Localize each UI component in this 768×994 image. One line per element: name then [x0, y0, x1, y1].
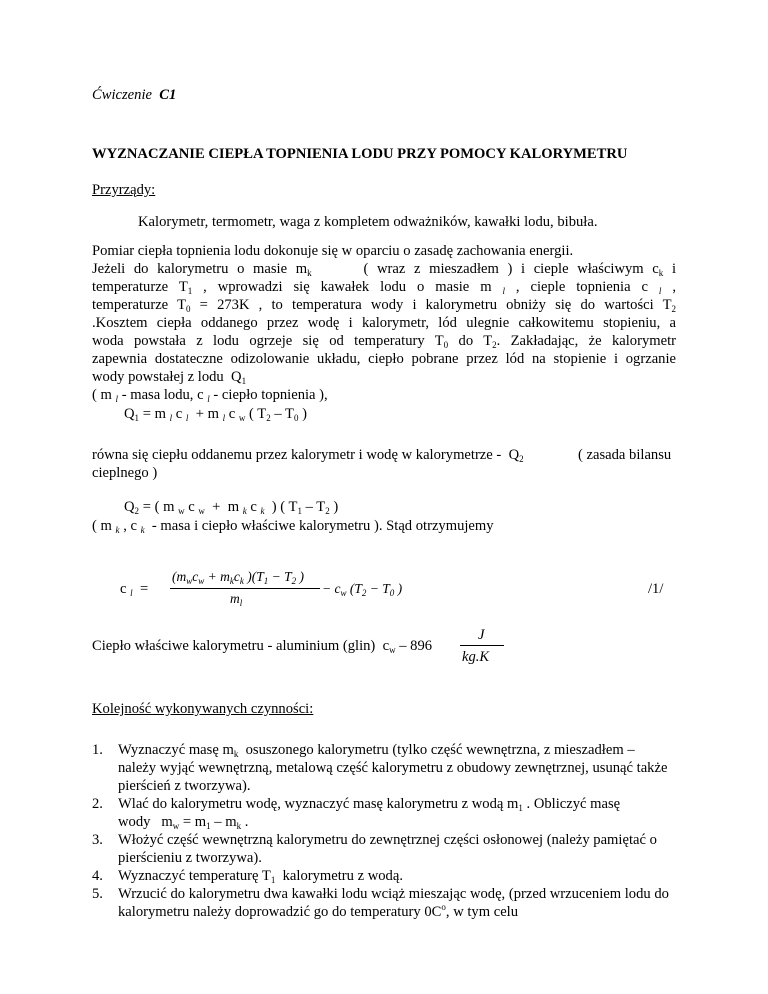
balance-note: ( zasada bilansu	[578, 447, 672, 463]
specific-heat-line: Ciepło właściwe kalorymetru - aluminium (glin) $c_w - 896$	[92, 638, 433, 655]
formula-numerator: ($m_wc_w + m_kc_k$ )($T_1 - T_2$ )	[172, 569, 305, 586]
intro-line-1: Pomiar ciepła topnienia lodu dokonuje się w oparciu o zasadę zachowania energii.	[92, 243, 574, 259]
intro-line-9: ( m $_l$ - masa lodu, c $_l$ - ciepło topnienia ),	[92, 387, 328, 404]
formula-fraction-line	[170, 588, 320, 589]
balance-line-2: cieplnego )	[92, 465, 158, 481]
intro-line-2: Jeżeli do kalorymetru o masie $m_k$ ( wraz z mieszadłem ) i cieple właściwym $c_k$ i	[92, 261, 677, 278]
intro-line-4: temperaturze $T_0 = 273K$ , to temperatura wody i kalorymetru obniży się do wartości $T_2$	[92, 297, 676, 314]
unit-denominator: kg.K	[462, 649, 490, 665]
intro-line-3: temperaturze $T_1$ , wprowadzi się kawałek lodu o masie m $_l$ , cieple topnienia c $_l$ ,	[92, 279, 676, 296]
formula-number: /1/	[648, 581, 664, 597]
document-title: WYZNACZANIE CIEPŁA TOPNIENIA LODU PRZY POMOCY KALORYMETRU	[92, 146, 628, 162]
equipment-text: Kalorymetr, termometr, waga z kompletem odważników, kawałki lodu, bibuła.	[138, 214, 598, 230]
formula-denominator: $m_l$	[230, 591, 243, 608]
equation-q2: $Q_2$ = ( m $_w$ c $_w$ + m $_k$ c $_k$ ) ( $T_1 - T_2$ )	[124, 499, 339, 516]
unit-fraction-line	[460, 645, 504, 646]
balance-line-1: równa się ciepłu oddanemu przez kalorymetr i wodę w kalorymetrze - $Q_2$	[92, 447, 524, 464]
formula-tail: − $c_w$ ($T_2 - T_0$ )	[322, 581, 403, 598]
balance-line-3: ( m $_k$ , c $_k$ - masa i ciepło właściwe kalorymetru ). Stąd otrzymujemy	[92, 518, 494, 535]
document-page: Ćwiczenie C1 WYZNACZANIE CIEPŁA TOPNIENIA LODU PRZY POMOCY KALORYMETRU Przyrządy: Kalorymetr, termometr, waga z kompletem odważników, kawałki lodu, bibuła. Pomiar ciepła topnienia lodu dokonuje się w oparciu o zasadę zachowania energii. Jeżeli do kalorymetru o masie $m_k$ ( wraz z mieszadłem ) i cieple właściwym $c_k$ i temperaturze $T_1$ , wprowadzi się kawałek lodu o masie m $_l$ , cieple topnienia c $_l$ , temperaturze $T_0 = 273K$ , to temperatura wody i kalorymetru obniży się do wartości $T_2$ .Kosztem ciepła oddanego przez wodę i kalorymetr, lód ulegnie całkowitemu stopieniu, a woda powstała z lodu ogrzeje się od temperatury $T_0$ do $T_2$. Zakładając, że kalorymetr zapewnia dostateczne odizolowanie układu, ciepło pobrane przez lód na stopienie i ogrzanie wody powstałej z lodu $Q_1$ ( m $_l$ - masa lodu, c $_l$ - ciepło topnienia ), $Q_1 = m$ $_l$ c $_l$ + m $_l$ c $_w$ ( $T_2 - T_0$ ) równa się ciepłu oddanemu przez kalorymetr i wodę w kalorymetrze - $Q_2$ ( zasada bilansu cieplnego ) $Q_2$ = ( m $_w$ c $_w$ + m $_k$ c $_k$ ) ( $T_1 - T_2$ ) ( m $_k$ , c $_k$ - masa i ciepło właściwe kalorymetru ). Stąd otrzymujemy c $_l$ = ($m_wc_w + m_kc_k$ )($T_1 - T_2$ ) $m_l$ − $c_w$ ($T_2 - T_0$ ) /1/ Ciepło właściwe kalorymetru - aluminium (glin) $c_w - 896$ J kg.K Kolejność wykonywanych czynności: 1. Wyznaczyć masę $m_k$ osuszonego kalorymetru (tylko część wewnętrzna, z mieszadłem – należy wyjąć wewnętrzną, metalową część kalorymetru z obudowy zewnętrznej, usunąć także pierścień z tworzywa). 2. Wlać do kalorymetru wodę, wyznaczyć masę kalorymetru z wodą $m_1$ . Obliczyć masę wody $m_w = m_1 - m_k$ . 3. Włożyć część wewnętrzną kalorymetru do zewnętrznej części osłonowej (należy pamiętać o pierścieniu z tworzywa). 4. Wyznaczyć temperaturę $T_1$ kalorymetru z wodą. 5. Wrzucić do kalorymetru dwa kawałki lodu wciąż mieszając wodę, (przed wrzuceniem lodu do kalorymetru należy doprowadzić go do temperatury $0C^o$, w tym celu	[92, 87, 677, 920]
equation-q1: $Q_1 = m$ $_l$ c $_l$ + m $_l$ c $_w$ ( $T_2 - T_0$ )	[124, 406, 307, 423]
intro-line-8: wody powstałej z lodu $Q_1$	[92, 369, 247, 386]
exercise-label: Ćwiczenie C1	[92, 87, 177, 103]
steps-heading: Kolejność wykonywanych czynności:	[92, 701, 314, 717]
intro-line-7: zapewnia dostateczne odizolowanie układu, ciepło pobrane przez lód na stopienie i ogrzanie	[92, 351, 676, 367]
intro-line-6: woda powstała z lodu ogrzeje się od temperatury $T_0$ do $T_2$. Zakładając, że kalorymetr	[92, 333, 676, 350]
equipment-heading: Przyrządy:	[92, 182, 156, 198]
exercise-code: C1	[159, 87, 177, 103]
unit-numerator: J	[478, 627, 485, 643]
intro-line-5: .Kosztem ciepła oddanego przez wodę i kalorymetr, lód ulegnie całkowitemu stopieniu, a	[92, 315, 676, 331]
